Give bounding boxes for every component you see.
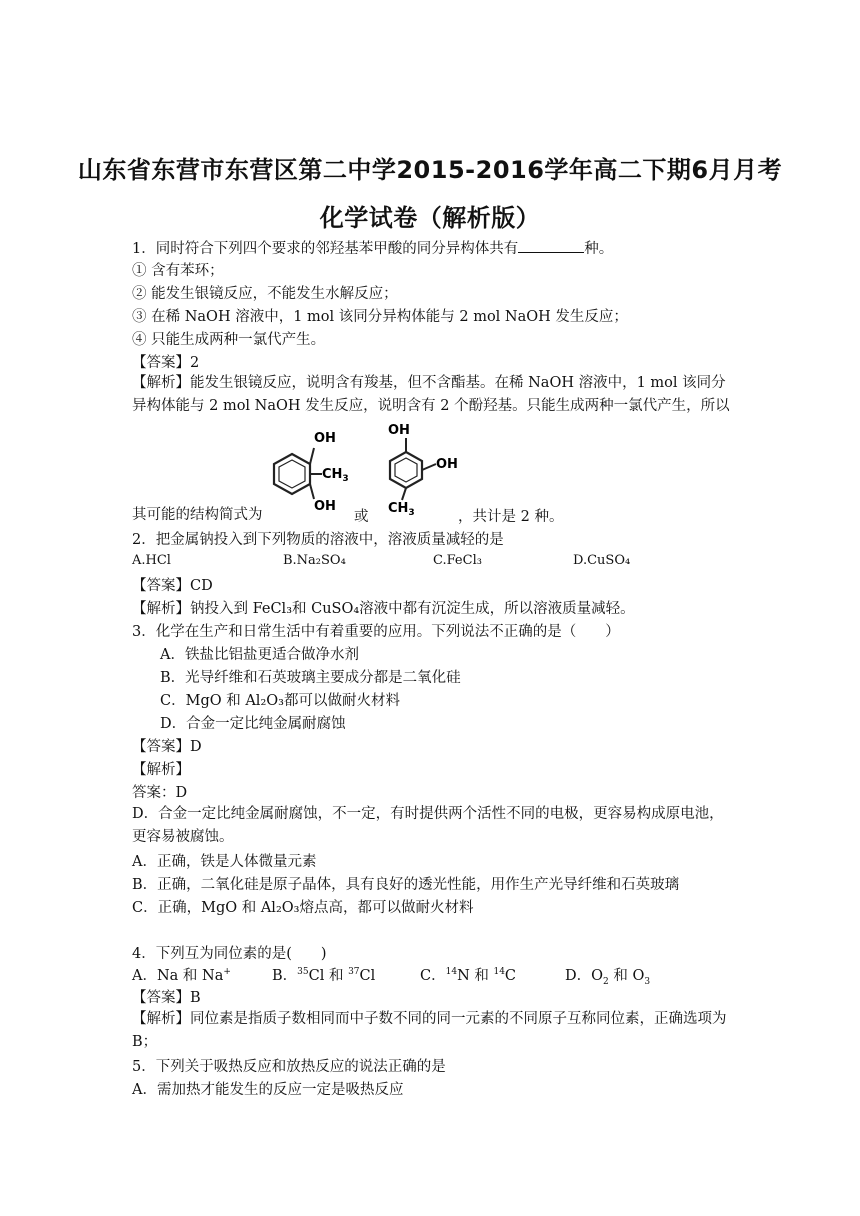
q4-option-a: A．Na 和 Na+	[132, 967, 231, 984]
q5-option-a: A．需加热才能发生的反应一定是吸热反应	[132, 1082, 404, 1098]
q4-option-b: B．$^{35}$Cl 和 $^{37}$Cl	[272, 967, 376, 984]
q4-stem: 4．下列互为同位素的是( )	[132, 946, 327, 962]
q1-condition-4: ④ 只能生成两种一氯代产生。	[132, 332, 326, 348]
q3-option-a: A．铁盐比铝盐更适合做净水剂	[160, 647, 359, 663]
q3-explanation-b: B．正确，二氧化硅是原子晶体，具有良好的透光性能，用作生产光导纤维和石英玻璃	[132, 877, 680, 893]
q2-analysis: 【解析】钠投入到 FeCl₃和 CuSO₄溶液中都有沉淀生成，所以溶液质量减轻。	[132, 601, 635, 617]
q1-structure-intro: 其可能的结构简式为	[132, 507, 263, 523]
q1-count: ，共计是 2 种。	[458, 509, 564, 525]
q3-option-b: B．光导纤维和石英玻璃主要成分都是二氧化硅	[160, 670, 461, 686]
q4-option-d: D．$O_2$ 和 $O_3$	[565, 968, 651, 987]
structure-1-oh-top: OH	[314, 431, 336, 446]
structure-2-oh-top: OH	[388, 423, 410, 438]
structure-2-ch3: $CH_3$	[388, 501, 415, 516]
q1-answer: 【答案】2	[132, 355, 200, 371]
page-subtitle: 化学试卷（解析版）	[319, 204, 541, 232]
q4-answer: 【答案】B	[132, 990, 201, 1006]
q3-option-d: D．合金一定比纯金属耐腐蚀	[160, 716, 346, 732]
q5-stem: 5．下列关于吸热反应和放热反应的说法正确的是	[132, 1059, 446, 1075]
q2-option-a: A.HCl	[132, 553, 171, 568]
q1-stem: 1．同时符合下列四个要求的邻羟基苯甲酸的同分异构体共有 种。	[132, 238, 613, 259]
answer-blank	[518, 238, 584, 253]
q2-option-c: C.FeCl₃	[433, 553, 482, 568]
q1-condition-3: ③ 在稀 NaOH 溶液中，1 mol 该同分异构体能与 2 mol NaOH 发生反应；	[132, 309, 628, 325]
q2-option-b: B.Na₂SO₄	[283, 553, 346, 568]
q3-answer: 【答案】D	[132, 739, 202, 755]
q3-option-c: C．MgO 和 Al₂O₃都可以做耐火材料	[160, 693, 400, 709]
structure-2-image	[378, 420, 468, 516]
q3-explanation-d: D．合金一定比纯金属耐腐蚀，不一定，有时提供两个活性不同的电极，更容易构成原电池，更容易被腐蚀。	[132, 806, 724, 845]
q3-analysis-head: 【解析】	[132, 762, 190, 778]
structure-1-ch3: $CH_3$	[322, 467, 349, 484]
q3-stem: 3．化学在生产和日常生活中有着重要的应用。下列说法不正确的是（ ）	[132, 624, 620, 640]
q2-option-d: D.CuSO₄	[573, 553, 631, 568]
q1-condition-2: ② 能发生银镜反应，不能发生水解反应；	[132, 286, 398, 302]
q1-analysis: 【解析】能发生银镜反应，说明含有羧基，但不含酯基。在稀 NaOH 溶液中，1 mol 该同分异构体能与 2 mol NaOH 发生反应，说明含有 2 个酚羟基。只能生成两种一氯代产生，所以	[132, 375, 730, 414]
q1-or: 或	[354, 509, 369, 525]
q3-explanation-a: A．正确，铁是人体微量元素	[132, 854, 317, 870]
page-title: 山东省东营市东营区第二中学2015-2016学年高二下期6月月考	[77, 156, 783, 184]
q3-answer-repeat: 答案：D	[132, 785, 188, 801]
q4-analysis: 【解析】同位素是指质子数相同而中子数不同的同一元素的不同原子互称同位素，正确选项为 B；	[132, 1011, 727, 1050]
q2-answer: 【答案】CD	[132, 578, 213, 594]
q1-condition-1: ① 含有苯环；	[132, 263, 224, 279]
q4-option-c: C．$^{14}$N 和 $^{14}$C	[420, 967, 517, 984]
structure-1-image	[262, 424, 362, 520]
q3-explanation-c: C．正确，MgO 和 Al₂O₃熔点高，都可以做耐火材料	[132, 900, 474, 916]
structure-1-oh-bottom: OH	[314, 499, 336, 514]
structure-2-oh-right: OH	[436, 457, 458, 472]
q2-stem: 2．把金属钠投入到下列物质的溶液中，溶液质量减轻的是	[132, 532, 504, 548]
